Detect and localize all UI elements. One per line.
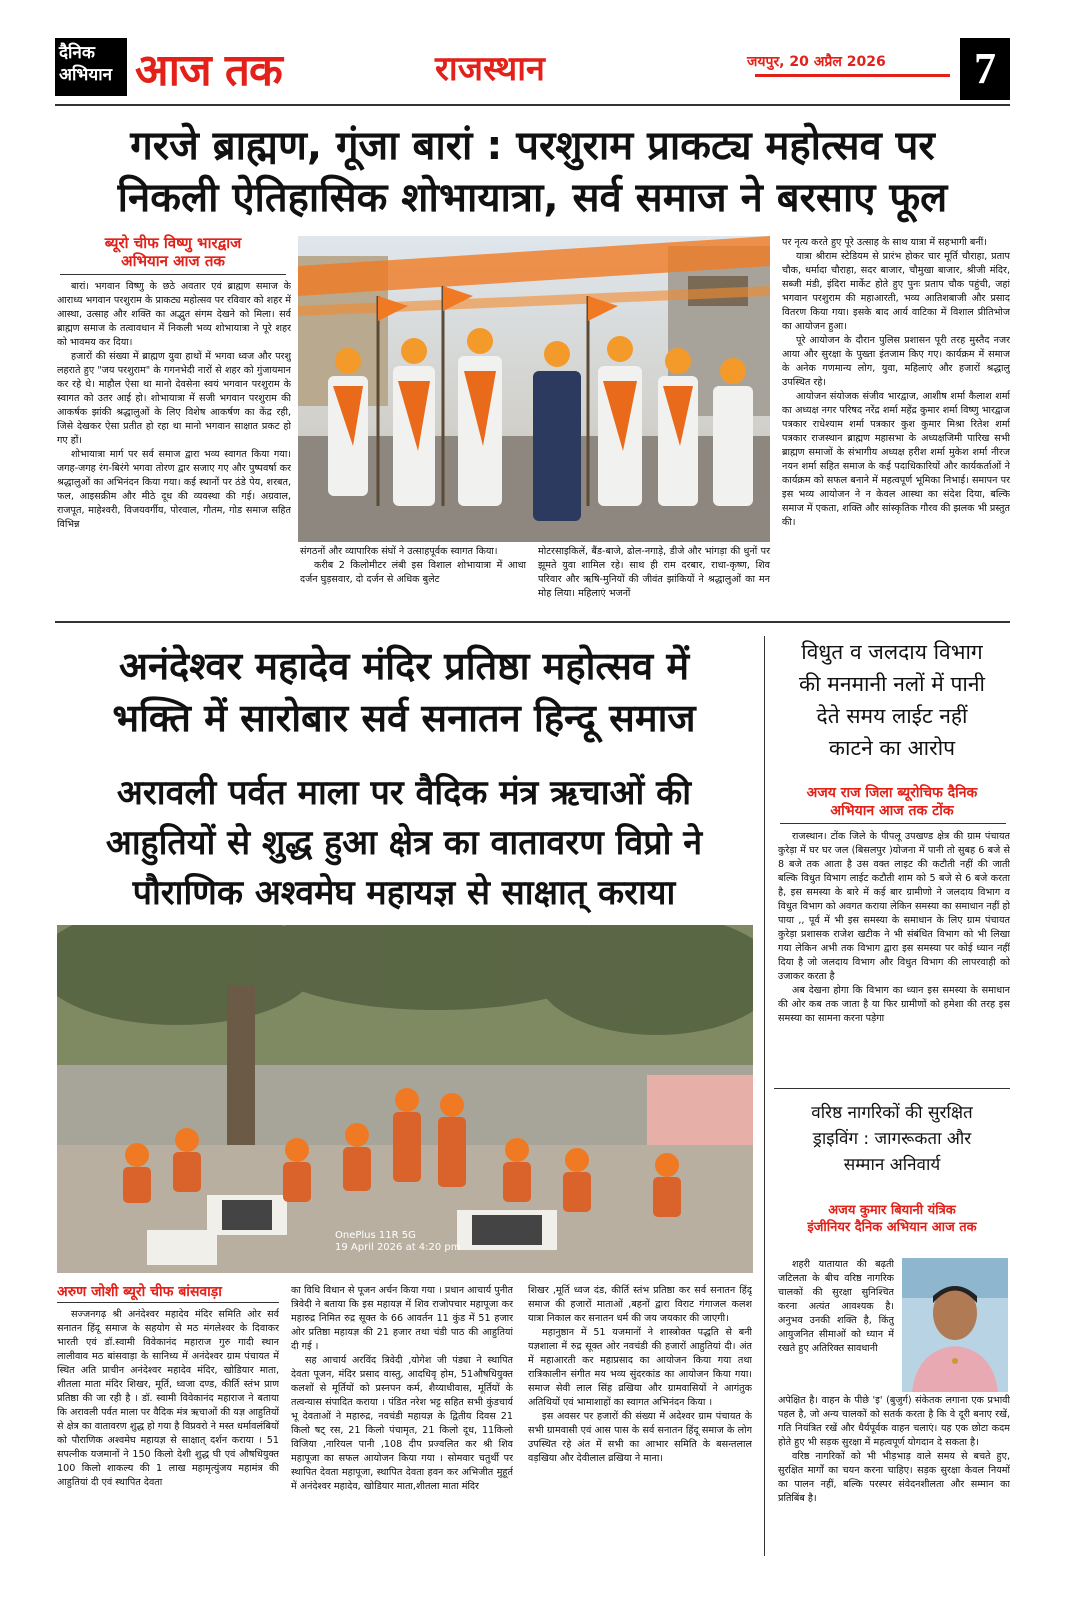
story2-col2	[291, 1284, 513, 1548]
story2-col2-p2: सह आचार्य अरविंद त्रिवेदी ,योगेश जी पंड्या ने स्थापित देवता पूजन, मंदिर प्रसाद वास्तु, आदधिवृ होम, 51औषधियुक्त कलशों से मूर्तियों को प्रस्नपन कर्म, शैय्याधीवास, मूर्तियों के तत्वन्यास संपादित कराया । पंडित नरेश भट्ट सहित सभी कुंडचार्य भू देवताओं ने महारुद्र, नवचंडी महायज्ञ के द्वितीय दिवस 21 किलो षट् रस, 21 किलो पंचामृत, 21 किलो दूध, 11किलो विजिया ,नारियल पानी ,108 दीप प्रज्वलित कर श्री शिव महापूजा का सफल आयोजन किया गया । सोमवार चतुर्थी पर स्थापित देवता महापूजा, स्थापित देवता हवन कर अभिजीत मुहूर्त में अनंदेश्वर महादेव, खोडियार माता,शीतला माता मंदिर	[291, 1355, 513, 1492]
story3-body-p1: राजस्थान। टोंक जिले के पीपलू उपखण्ड क्षेत्र की ग्राम पंचायत कुरेड़ा में घर घर जल (बिसलपुर )योजना में पानी तो सुबह 6 बजे से 8 बजे तक आता है उस वक्त लाइट की कटौती नहीं की जाती बल्कि विधुत विभाग लाईट कटौती शाम को 5 बजे से 6 बजे करता है, इस समस्या के बारे में कई बार ग्रामीणो ने जलदाय विभाग व विधुत विभाग को अवगत कराया लेकिन समस्या का समाधान नहीं हो पाया ,, पूर्व में भी इस समस्या के समाधान के लिए ग्राम पंचायत कुरेड़ा प्रशासक राजेश खटीक ने भी संबंधित विभाग को भी लिखा गया लेकिन अभी तक विभाग द्वारा इस समस्या पर कोई ध्यान नहीं दिया है जो जलदाय विभाग और विधुत विभाग की लापरवाही को उजाकर करता है	[778, 831, 1010, 982]
story2-col1-p1: सज्जनगढ़ श्री अनंदेश्वर महादेव मंदिर समिति ओर सर्व सनातन हिंदू समाज के सहयोग से मठ मंगलेश्वर के दिवाकर भारती एवं डॉ.स्वामी विवेकानंद महाराज गुरु गादी स्थान लालीवाव मठ बांसवाड़ा के सानिध्य में अनंदेश्वर ग्राम पंचायत में स्थित अति प्राचीन अनंदेश्वर महादेव मंदिर, खोडियार माता, शीतला माता मंदिर शिखर, मूर्ति, ध्वजा दण्ड, कीर्ति स्तंभ प्राण प्रतिष्ठा की जा रही है । डॉ. स्वामी विवेकानंद महाराज ने बताया कि अरावली पर्वत माला पर वैदिक मंत्र ऋचाओं की यज्ञ आहुतियों से क्षेत्र का वातावरण शुद्ध हो गया है विप्रवरो ने मस्त धर्मावलंबियों को पौराणिक अश्वमेघ महायज्ञ से साक्षात् दर्शन कराया । 51 सपत्नीक यजमानों ने 150 किलो देशी शुद्ध घी एवं औषधियुक्त 100 किलो शाकल्य की 1 लाख महामृत्युंजय महामंत्र की आहुतियां दी एवं स्थापित देवता	[57, 1309, 279, 1488]
story4-byline-line2: इंजीनियर दैनिक अभियान आज तक	[807, 1220, 977, 1235]
story1-col4-p4: आयोजन संयोजक संजीव भारद्वाज, आशीष शर्मा कैलाश शर्मा का अध्यक्ष नगर परिषद नरेंद्र शर्मा महेंद्र कुमार शर्मा विष्णु भारद्वाज पत्रकार राधेश्याम शर्मा पत्रकार कुश कुमार मिश्रा रितेश शर्मा पत्रकार राजस्थान ब्राह्मण महासभा के अध्यक्षजिमी पारिख सभी ब्राह्मण समाजों के संभागीय अध्यक्ष हरीश शर्मा मुकेश शर्मा नीरज नयन शर्मा सहित समाज के कई पदाधिकारियों और कार्यकर्ताओं ने कार्यक्रम को सफल बनाने में महत्वपूर्ण भूमिका निभाई। समापन पर इस भव्य आयोजन ने न केवल आस्था का संदेश दिया, बल्कि समाज में एकता, शक्ति और सांस्कृतिक गौरव की झलक भी प्रस्तुत की।	[782, 391, 1010, 528]
story2-headline-line1: अनंदेश्वर महादेव मंदिर प्रतिष्ठा महोत्सव में	[118, 644, 690, 688]
story2-headline-line2: भक्ति में सारोबार सर्व सनातन हिन्दू समाज	[112, 696, 696, 740]
story4-body-narrow-p: शहरी यातायात की बढ़ती जटिलता के बीच वरिष्ठ नागरिक चालकों की सुरक्षा सुनिश्चित करना अत्यंत आवश्यक है। अनुभव उनकी शक्ति है, किंतु आयुजनित सीमाओं को ध्यान में रखते हुए अतिरिक्त सावधानी	[778, 1259, 894, 1354]
story2-subhead	[55, 768, 753, 918]
story3-body-p2: अब देखना होगा कि विभाग का ध्यान इस समस्या के समाधान की ओर कब तक जाता है या फिर ग्रामीणों को हमेशा की तरह इस समस्या का सामना करना पड़ेगा	[778, 985, 1010, 1024]
brand-box	[55, 38, 127, 96]
story4-headline-line2: ड्राइविंग : जागरूकता और	[812, 1129, 972, 1149]
section-title: राजस्थान	[435, 49, 545, 89]
story1-col4-p3: पूरे आयोजन के दौरान पुलिस प्रशासन पूरी तरह मुस्तैद नजर आया और सुरक्षा के पुख्ता इंतजाम किए गए। कार्यक्रम में समाज के अनेक गणमान्य लोग, युवा, महिलाएं और हजारों श्रद्धालु उपस्थित रहे।	[782, 335, 1010, 388]
story2-photo-yagya	[57, 925, 753, 1273]
story3-headline-line4: काटने का आरोप	[828, 736, 956, 760]
story2-col3-p1: शिखर ,मूर्ति ध्वज दंड, कीर्ति स्तंभ प्रतिष्ठा कर सर्व सनातन हिंदू समाज की हजारों माताओं ,बहनों द्वारा विराट गंगाजल कलश यात्रा निकाल कर सनातन धर्म की जय जयकार की जाएगी।	[528, 1285, 752, 1324]
story4-byline-line1: अजय कुमार बियानी यंत्रिक	[828, 1203, 956, 1218]
story4-body-p1: अपेक्षित है। वाहन के पीछे 'इ' (बुजुर्ग) संकेतक लगाना एक प्रभावी पहल है, जो अन्य चालकों को सतर्क करता है कि वे दूरी बनाए रखें, गति नियंत्रित रखें और धैर्यपूर्वक वाहन चलाएं। यह एक छोटा कदम होते हुए भी सड़क सुरक्षा में महत्वपूर्ण योगदान दे सकता है।	[778, 1395, 1010, 1448]
byline-rule	[60, 274, 286, 275]
story1-col4-p2: यात्रा श्रीराम स्टेडियम से प्रारंभ होकर चार मूर्ति चौराहा, प्रताप चौक, धर्मादा चौराहा, सदर बाजार, चौमुखा बाजार, श्रीजी मंदिर, सब्जी मंडी, इंदिरा मार्केट होते हुए पुनः प्रताप चौक पहुंची, जहां भगवान परशुराम की महाआरती, भव्य आतिशबाजी और प्रसाद वितरण किया गया। इसके बाद आर्य वाटिका में विशाल प्रीतिभोज का आयोजन हुआ।	[782, 251, 1010, 332]
story3-bottom-rule	[774, 1088, 1010, 1089]
story1-col1-p3: शोभायात्रा मार्ग पर सर्व समाज द्वारा भव्य स्वागत किया गया। जगह-जगह रंग-बिरंगे भगवा तोरण द्वार सजाए गए और पुष्पवर्षा कर श्रद्धालुओं का अभिनंदन किया गया। कई स्थानों पर ठंडे पेय, शरबत, फल, आइसक्रीम और मीठे दूध की व्यवस्था की गई। अग्रवाल, राजपूत, माहेश्वरी, विजयवर्गीय, पोरवाल, गौतम, गोड समाज सहित विभिन्न	[57, 449, 291, 530]
story1-col4	[782, 236, 1010, 616]
brand-name: आज तक	[135, 45, 282, 96]
story1-byline-line1: ब्यूरो चीफ विष्णु भारद्वाज	[104, 234, 242, 252]
photo-watermark	[335, 1230, 461, 1254]
story1-col3	[538, 545, 770, 601]
story4-body-narrow	[778, 1258, 894, 1392]
brand-top: दैनिक	[59, 43, 95, 63]
story4-headline	[774, 1100, 1010, 1178]
story3-body	[778, 830, 1010, 1074]
story1-photo-procession	[298, 236, 770, 542]
story4-body-p2: वरिष्ठ नागरिकों को भी भीड़भाड़ वाले समय से बचते हुए, सुरक्षित मार्गों का चयन करना चाहिए। सड़क सुरक्षा केवल नियमों का पालन नहीं, बल्कि परस्पर संवेदनशीलता और सम्मान का प्रतिबिंब है।	[778, 1451, 1010, 1504]
story1-col3-p1: मोटरसाइकिलें, बैंड-बाजे, ढोल-नगाड़े, डीजे और भांगड़ा की धुनों पर झूमते युवा शामिल रहे। साथ ही राम दरबार, राधा-कृष्ण, शिव परिवार और ऋषि-मुनियों की जीवंत झांकियों ने श्रद्धालुओं का मन मोह लिया। महिलाएं भजनों	[538, 546, 770, 599]
story1-headline	[55, 120, 1010, 224]
story1-col2-p2: करीब 2 किलोमीटर लंबी इस विशाल शोभायात्रा में आधा दर्जन घुड़सवार, दो दर्जन से अधिक बुलेट	[300, 560, 526, 585]
story2-subhead-line3: पौराणिक अश्वमेघ महायज्ञ से साक्षात् कराया	[132, 873, 676, 913]
story1-headline-line1: गरजे ब्राह्मण, गूंजा बारां : परशुराम प्राकट्य महोत्सव पर	[130, 123, 935, 169]
story4-body	[778, 1394, 1010, 1554]
story3-byline	[774, 784, 1010, 820]
story1-byline-line2: अभियान आज तक	[121, 252, 225, 270]
story3-byline-rule	[780, 823, 1006, 824]
story2-col3-p3: इस अवसर पर हजारों की संख्या में अदेश्वर ग्राम पंचायत के सभी ग्रामवासी एवं आस पास के सर्व सनातन हिंदू समाज के लोग उपस्थित रहे अंत में सभी का आभार समिति के बसन्तलाल वड़खिया और देवीलाल व्रखिया ने माना।	[528, 1411, 752, 1464]
story4-byline	[774, 1202, 1010, 1236]
story4-headline-line1: वरिष्ठ नागरिकों की सुरक्षित	[811, 1103, 973, 1123]
story2-col3-p2: महानुष्ठान में 51 यजमानों ने शास्त्रोक्त पद्धति से बनी यज्ञशाला में रुद्र सूक्त ओर नवचंडी की हजारों आहुतियां दी। अंत में महाआरती कर महाप्रसाद का आयोजन किया गया तथा रात्रिकालीन संगीत मय भव्य सुंदरकांड का आयोजन किया गया। समाज सेवी लाल सिंह व्रखिया और ग्रामवासियों ने आगंतुक अतिथियों एवं भामाशाहों का स्वागत अभिनंदन किया ।	[528, 1327, 752, 1408]
section-divider	[55, 621, 1010, 623]
masthead	[55, 38, 1010, 102]
masthead-rule	[55, 104, 1010, 106]
story3-byline-line1: अजय राज जिला ब्यूरोचिफ दैनिक	[806, 785, 978, 801]
brand-bottom: अभियान	[59, 65, 113, 85]
photo-watermark-date: 19 April 2026 at 4:20 pm	[335, 1242, 461, 1253]
story1-col4-p1: पर नृत्य करते हुए पूरे उत्साह के साथ यात्रा में सहभागी बनीं।	[782, 237, 987, 248]
story1-col1	[57, 280, 291, 615]
column-rule	[764, 636, 765, 1556]
story1-photo-caption-area	[298, 545, 770, 615]
story2-col2-p1: का विधि विधान से पूजन अर्चन किया गया । प्रधान आचार्य पुनीत त्रिवेदी ने बताया कि इस महायज्ञ में शिव राजोपचार महापूजा कर महारुद्र निमित रुद्र सूक्त के 66 आवर्तन 11 कुंड में 51 हजार ओर प्रतिष्ठा महायज्ञ की 21 हजार तथा चंडी पाठ की आहुतियां दी गई ।	[291, 1285, 513, 1352]
story1-byline	[55, 234, 291, 270]
story1-col1-p2: हजारों की संख्या में ब्राह्मण युवा हाथों में भगवा ध्वज और परशु लहराते हुए "जय परशुराम" के गगनभेदी नारों से शहर को गुंजायमान कर रहे थे। माहौल ऐसा था मानो देवसेना स्वयं भगवान परशुराम के स्वागत को उतर आई हो। शोभायात्रा में सजी भगवान परशुराम की आकर्षक झांकी श्रद्धालुओं के लिए विशेष आकर्षण का केंद्र रही, जिसे देखकर ऐसा प्रतीत हो रहा था मानो भगवान साक्षात प्रकट हो गए हों।	[57, 351, 291, 446]
story2-byline-rule	[57, 1302, 279, 1303]
story2-headline	[55, 640, 753, 744]
story1-col2-p1: संगठनों और व्यापारिक संघों ने उत्साहपूर्वक स्वागत किया।	[300, 546, 498, 557]
story2-subhead-line2: आहुतियों से शुद्ध हुआ क्षेत्र का वातावरण विप्रो ने	[105, 823, 703, 863]
story1-headline-line2: निकली ऐतिहासिक शोभायात्रा, सर्व समाज ने बरसाए फूल	[117, 175, 948, 221]
story2-col3	[528, 1284, 752, 1548]
story3-byline-line2: अभियान आज तक टोंक	[830, 803, 954, 819]
photo-watermark-device: OnePlus 11R 5G	[335, 1230, 416, 1241]
story3-headline-line1: विधुत व जलदाय विभाग	[801, 640, 983, 664]
story3-headline-line2: की मनमानी नलों में पानी	[799, 672, 985, 696]
page-number: 7	[960, 38, 1010, 100]
story4-headline-line3: सम्मान अनिवार्य	[843, 1155, 941, 1175]
story4-author-photo	[902, 1258, 1008, 1392]
story2-col1	[57, 1308, 279, 1548]
story2-subhead-line1: अरावली पर्वत माला पर वैदिक मंत्र ऋचाओं की	[116, 773, 692, 813]
story1-col1-p1: बारां। भगवान विष्णु के छठे अवतार एवं ब्राह्मण समाज के आराध्य भगवान परशुराम के प्राकट्य महोत्सव पर रविवार को शहर में आस्था, उत्साह और शक्ति का अद्भुत संगम देखने को मिला। सर्व ब्राह्मण समाज के तत्वावधान में निकली भव्य शोभायात्रा ने पूरे शहर को भावमय कर दिया।	[57, 281, 291, 348]
story1-col2	[300, 545, 526, 587]
story3-headline	[774, 636, 1010, 764]
dateline: जयपुर, 20 अप्रैल 2026	[747, 54, 886, 70]
story3-headline-line3: देते समय लाईट नहीं	[816, 704, 968, 728]
dateline-rule	[755, 74, 950, 77]
story2-byline: अरुण जोशी ब्यूरो चीफ बांसवाड़ा	[57, 1284, 222, 1300]
